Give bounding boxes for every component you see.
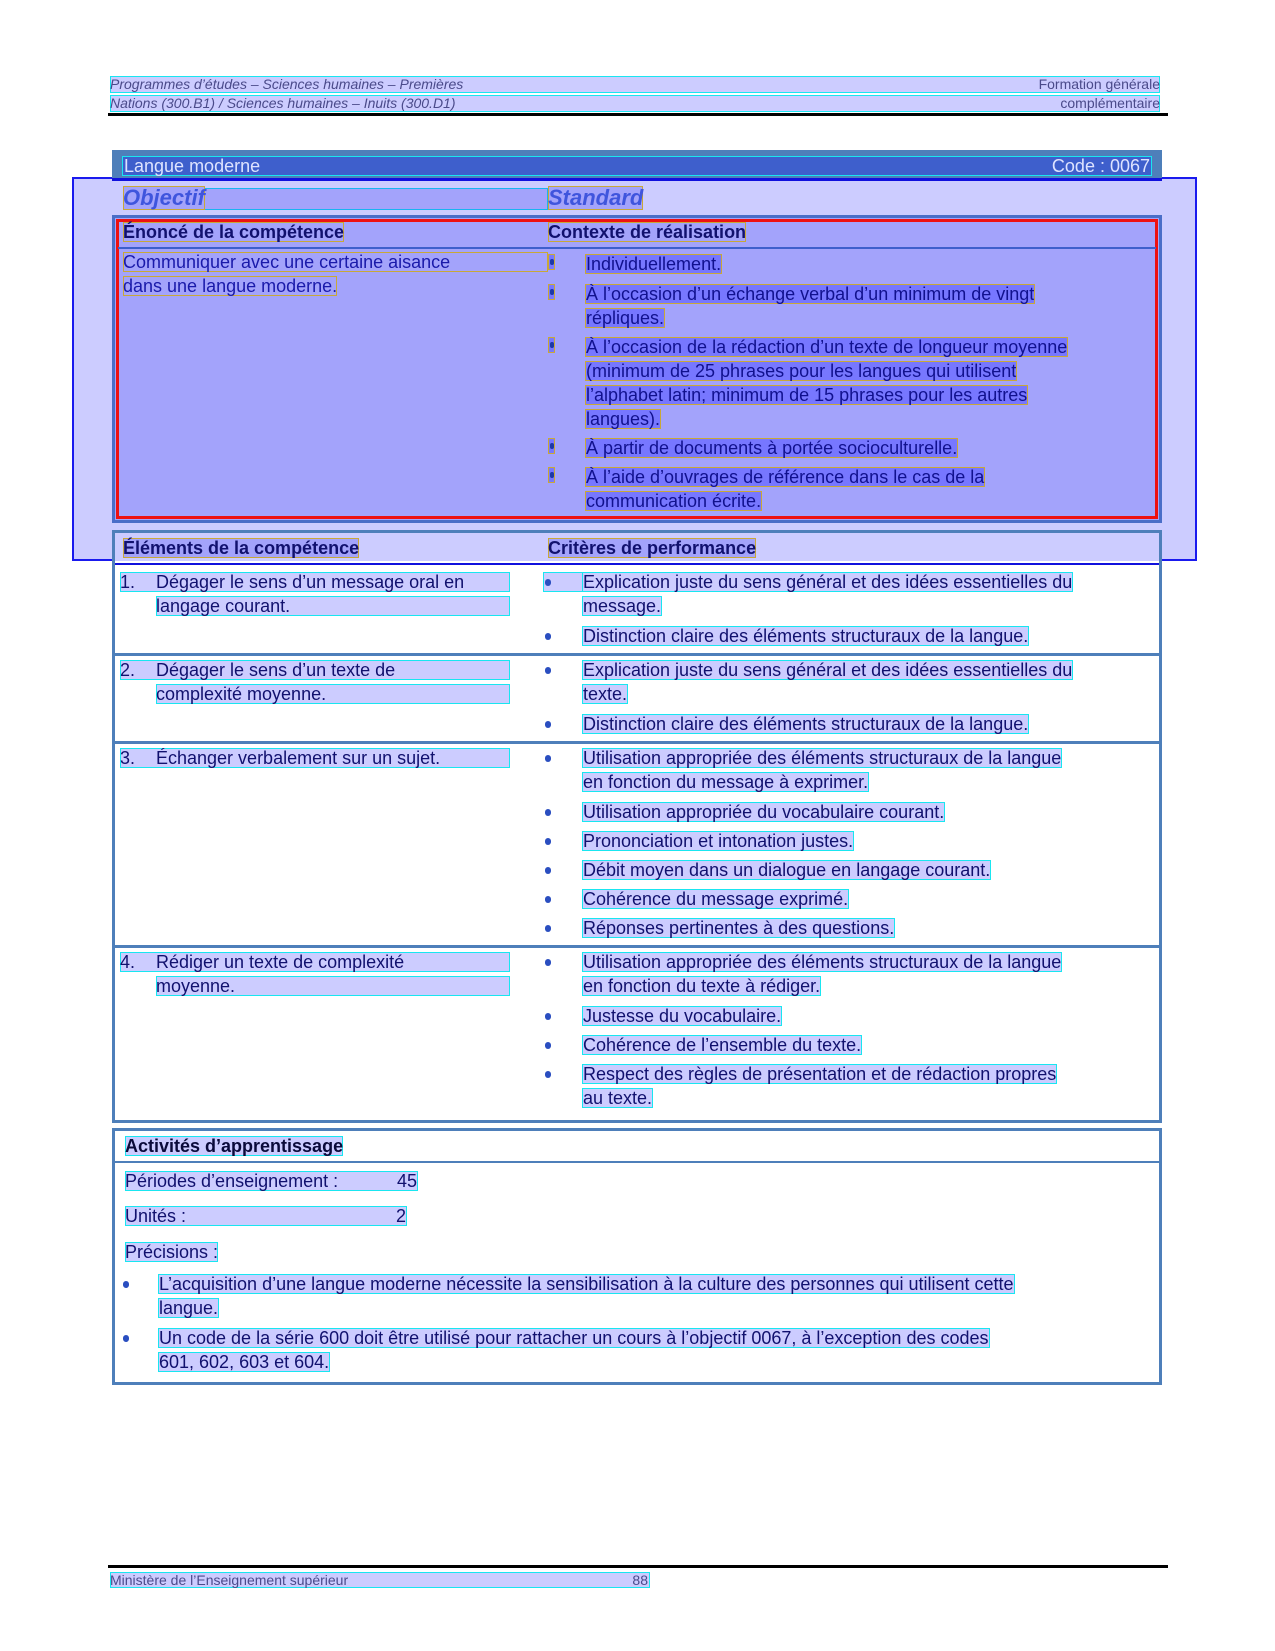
bullet-icon <box>545 721 551 728</box>
competence-heading: Énoncé de la compétence <box>123 222 345 242</box>
element-text: Dégager le sens d’un message oral en <box>156 572 465 592</box>
units-row <box>125 1206 407 1226</box>
context-item-text: À l’aide d’ouvrages de référence dans le cas de la <box>586 467 985 487</box>
precision-text: L’acquisition d’une langue moderne nécessite la sensibilisation à la culture des personnes qui utilisent cette <box>159 1274 1014 1294</box>
criterion-text: en fonction du message à exprimer. <box>583 772 869 792</box>
element-line <box>120 748 510 768</box>
criterion-text: Utilisation appropriée du vocabulaire courant. <box>583 802 945 822</box>
bullet-icon <box>545 579 551 586</box>
footer-divider <box>108 1565 1168 1568</box>
header-formation: Formation générale <box>1038 76 1160 92</box>
criterion-text: Débit moyen dans un dialogue en langage courant. <box>583 860 991 880</box>
periods-row <box>125 1171 418 1191</box>
bullet-icon <box>548 438 555 454</box>
bullet-icon <box>123 1281 129 1288</box>
element-line <box>120 952 510 972</box>
periods-label: Périodes d’enseignement : <box>125 1171 339 1191</box>
bullet-icon <box>123 1335 129 1342</box>
bullet-icon <box>545 1013 551 1020</box>
criterion-text: Explication juste du sens général et des idées essentielles du <box>583 660 1073 680</box>
activities-heading: Activités d’apprentissage <box>125 1136 344 1156</box>
activities-divider <box>115 1161 1159 1163</box>
bullet-icon <box>545 1071 551 1078</box>
element-text: Dégager le sens d’un texte de <box>156 660 396 680</box>
criterion-text: Cohérence du message exprimé. <box>583 889 849 909</box>
units-label: Unités : <box>125 1206 187 1226</box>
bullet-icon <box>548 337 555 353</box>
element-line <box>120 572 510 592</box>
course-title-bar <box>112 150 1162 180</box>
row-divider <box>115 741 1159 744</box>
criterion-text: texte. <box>583 684 628 704</box>
objective-label: Objectif <box>123 185 205 210</box>
precision-text: Un code de la série 600 doit être utilisé pour rattacher un cours à l’objectif 0067, à l’exception des codes <box>159 1328 989 1348</box>
header-program-codes: Nations (300.B1) / Sciences humaines – Inuits (300.D1) <box>110 95 456 111</box>
units-value: 2 <box>395 1206 406 1226</box>
header-divider <box>108 113 1168 116</box>
bullet-icon <box>545 896 551 903</box>
criterion-text: Utilisation appropriée des éléments structuraux de la langue <box>583 952 1062 972</box>
bullet-icon <box>548 467 555 483</box>
element-text: Rédiger un texte de complexité <box>156 952 405 972</box>
competence-statement-line-1: Communiquer avec une certaine aisance <box>123 252 548 272</box>
element-number: 1. <box>120 572 136 592</box>
bullet-icon <box>545 667 551 674</box>
competence-statement-line-2: dans une langue moderne. <box>123 276 338 296</box>
page-footer <box>110 1572 650 1588</box>
header-line-1 <box>110 76 1160 93</box>
course-code: Code : 0067 <box>1051 156 1150 176</box>
bullet-icon <box>545 959 551 966</box>
context-heading: Contexte de réalisation <box>548 222 747 242</box>
bullet-icon <box>545 809 551 816</box>
context-item-text: Individuellement. <box>586 254 722 274</box>
row-divider <box>115 945 1159 948</box>
context-item-text: l’alphabet latin; minimum de 15 phrases pour les autres <box>586 385 1028 405</box>
criterion-text: message. <box>583 596 662 616</box>
context-item-text: répliques. <box>586 308 665 328</box>
element-text: moyenne. <box>156 976 510 996</box>
context-item-text: À l’occasion d’un échange verbal d’un minimum de vingt <box>586 284 1035 304</box>
context-item-text: communication écrite. <box>586 491 762 511</box>
criterion-text: Justesse du vocabulaire. <box>583 1006 782 1026</box>
criteria-heading: Critères de performance <box>548 538 757 558</box>
criterion-text: Prononciation et intonation justes. <box>583 831 854 851</box>
header-program-title: Programmes d’études – Sciences humaines – Premières <box>110 76 464 92</box>
element-number: 4. <box>120 952 136 972</box>
element-number: 2. <box>120 660 136 680</box>
bullet-icon <box>548 284 555 300</box>
title-underline <box>112 178 1162 181</box>
precisions-label: Précisions : <box>125 1242 219 1262</box>
subject-title: Langue moderne <box>124 156 261 176</box>
context-item-text: À partir de documents à portée socioculturelle. <box>586 438 958 458</box>
criterion-text: en fonction du texte à rédiger. <box>583 976 821 996</box>
elements-heading: Éléments de la compétence <box>123 538 360 558</box>
criterion-text: Cohérence de l’ensemble du texte. <box>583 1035 862 1055</box>
page-number: 88 <box>632 1572 648 1588</box>
element-text: langage courant. <box>156 596 510 616</box>
context-item-text: À l’occasion de la rédaction d’un texte de longueur moyenne <box>586 337 1068 357</box>
element-line <box>120 660 510 680</box>
standard-label: Standard <box>548 185 644 210</box>
criterion-text: Distinction claire des éléments structuraux de la langue. <box>583 714 1029 734</box>
header-complementaire: complémentaire <box>1060 95 1160 111</box>
title-inner <box>122 156 1152 176</box>
element-text: Échanger verbalement sur un sujet. <box>156 748 441 768</box>
competence-divider <box>118 247 1156 249</box>
page-header <box>110 76 1168 116</box>
bullet-icon <box>545 755 551 762</box>
header-line-2 <box>110 95 1160 112</box>
context-item-text: langues). <box>586 409 661 429</box>
bullet-icon <box>545 867 551 874</box>
row-divider <box>115 653 1159 656</box>
criterion-text: Utilisation appropriée des éléments structuraux de la langue <box>583 748 1062 768</box>
precision-text: langue. <box>159 1298 219 1318</box>
context-item-text: (minimum de 25 phrases pour les langues qui utilisent <box>586 361 1017 381</box>
bullet-icon <box>545 633 551 640</box>
bullet-icon <box>545 838 551 845</box>
precision-text: 601, 602, 603 et 604. <box>159 1352 330 1372</box>
footer-ministry: Ministère de l’Enseignement supérieur <box>110 1572 349 1588</box>
criterion-text: Respect des règles de présentation et de rédaction propres <box>583 1064 1057 1084</box>
element-number: 3. <box>120 748 136 768</box>
bullet-icon <box>548 254 555 270</box>
bullet-icon <box>545 1042 551 1049</box>
criterion-text: Explication juste du sens général et des idées essentielles du <box>583 572 1073 592</box>
criterion-text: Distinction claire des éléments structuraux de la langue. <box>583 626 1029 646</box>
criterion-text: Réponses pertinentes à des questions. <box>583 918 895 938</box>
criterion-text: au texte. <box>583 1088 653 1108</box>
element-text: complexité moyenne. <box>156 684 510 704</box>
periods-value: 45 <box>396 1171 417 1191</box>
bullet-icon <box>545 925 551 932</box>
elements-header-divider <box>115 563 1159 565</box>
